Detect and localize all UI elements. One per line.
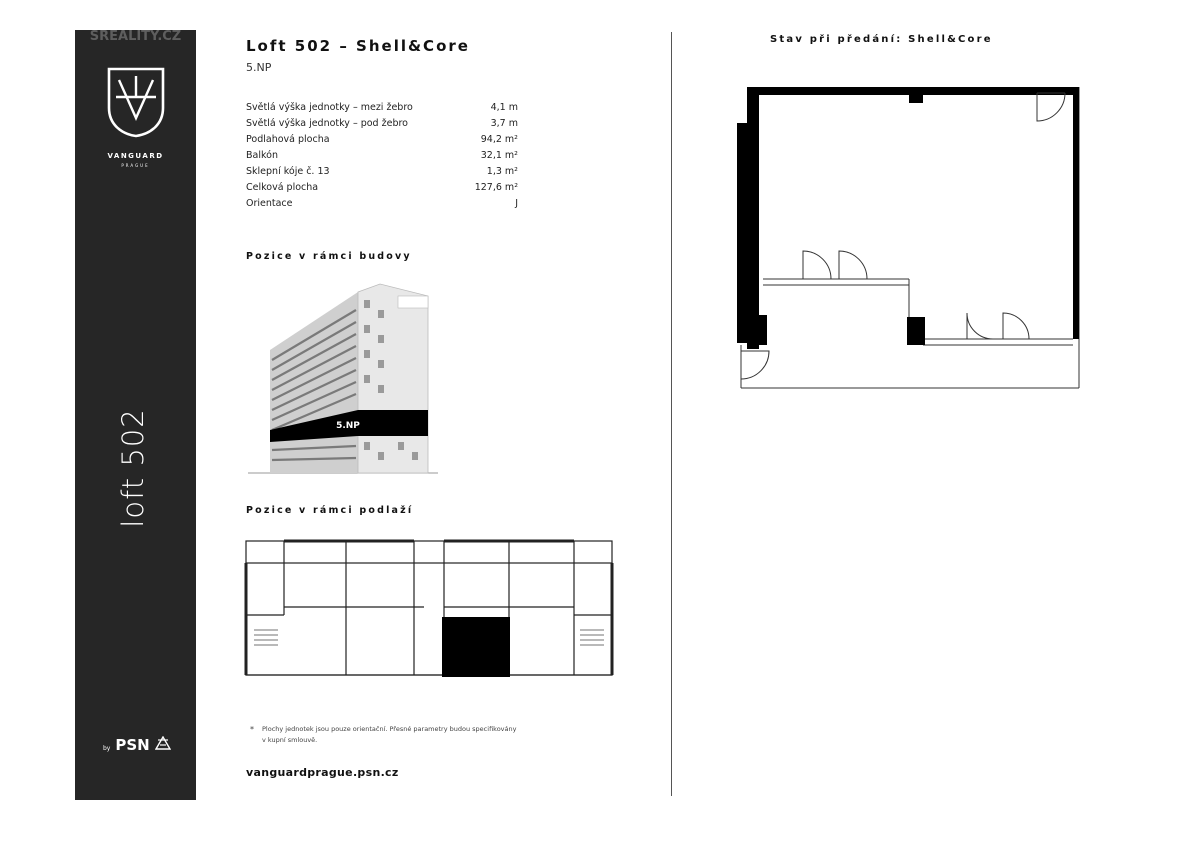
spec-label: Balkón (246, 149, 278, 161)
spec-value: 1,3 m² (486, 165, 518, 177)
spec-row (246, 179, 518, 195)
spec-label: Světlá výška jednotky – mezi žebro (246, 101, 413, 113)
brand-subtitle: PRAGUE (121, 163, 150, 168)
spec-label: Světlá výška jednotky – pod žebro (246, 117, 408, 129)
spec-value: 32,1 m² (480, 149, 518, 161)
spec-row (246, 99, 518, 115)
spec-value: 94,2 m² (480, 133, 518, 145)
footnote (250, 724, 520, 746)
building-illustration (248, 270, 438, 477)
spec-value: J (515, 197, 518, 209)
spec-label: Sklepní kóje č. 13 (246, 165, 330, 177)
floor-label: 5.NP (246, 61, 272, 74)
spec-value: 3,7 m (490, 117, 518, 129)
building-position-heading: Pozice v rámci budovy (246, 251, 412, 262)
developer-name: PSN (115, 736, 150, 754)
page-title: Loft 502 – Shell&Core (246, 37, 470, 55)
floor-position-heading: Pozice v rámci podlaží (246, 505, 414, 516)
spec-value: 4,1 m (490, 101, 518, 113)
spec-row (246, 163, 518, 179)
sidebar-band (75, 30, 196, 800)
vanguard-shield-logo (106, 66, 166, 138)
spec-value: 127,6 m² (474, 181, 518, 193)
spec-row (246, 195, 518, 211)
spec-row (246, 115, 518, 131)
brand-name: VANGUARD (107, 152, 164, 160)
footnote-marker: * (250, 725, 254, 734)
column-divider (671, 32, 672, 796)
floor-position-plan (244, 535, 614, 677)
building-floor-tag: 5.NP (336, 421, 360, 431)
developer-logo (103, 736, 171, 754)
spec-label: Orientace (246, 197, 293, 209)
unit-floor-plan (737, 83, 1083, 393)
plan-title: Stav při předání: Shell&Core (770, 34, 993, 45)
unit-vertical-label: loft 502 (116, 408, 150, 528)
watermark: SREALITY.CZ (89, 29, 182, 44)
spec-row (246, 131, 518, 147)
website-link[interactable]: vanguardprague.psn.cz (246, 766, 399, 779)
psn-mark-icon (155, 736, 171, 750)
by-label: by (103, 745, 111, 752)
spec-label: Podlahová plocha (246, 133, 330, 145)
spec-label: Celková plocha (246, 181, 319, 193)
footnote-text: Plochy jednotek jsou pouze orientační. Přesné parametry budou specifikovány v kupní smlouvě. (262, 725, 517, 744)
spec-table (246, 99, 518, 211)
spec-row (246, 147, 518, 163)
